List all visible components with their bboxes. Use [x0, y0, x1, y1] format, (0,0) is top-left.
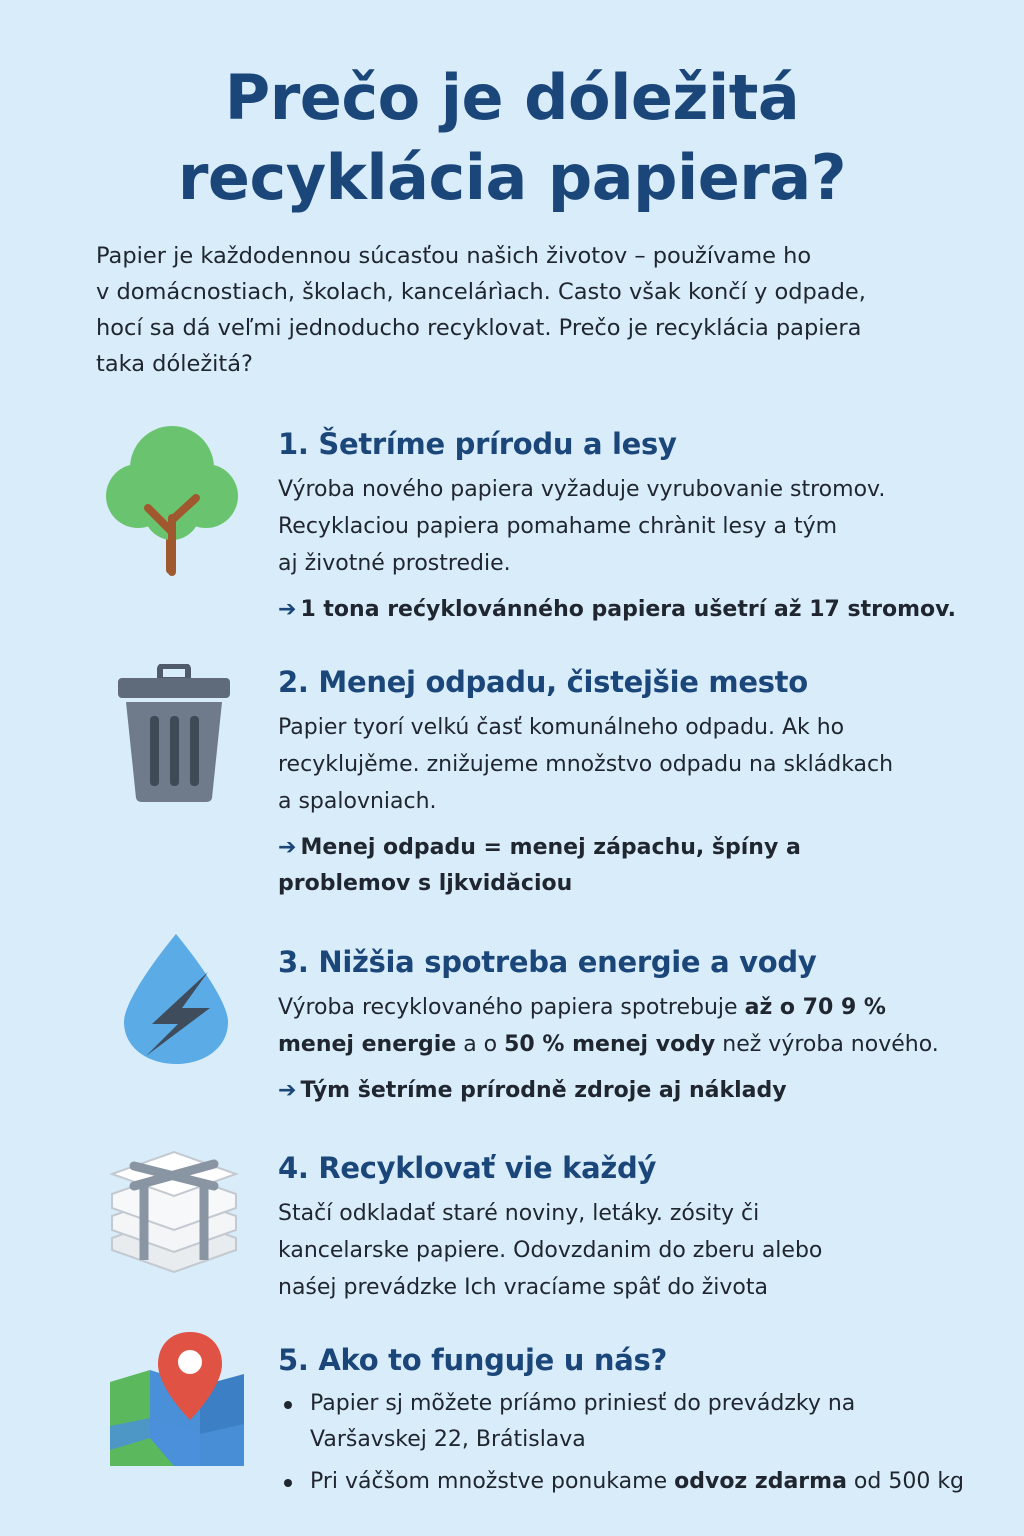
note-text: Tým šetríme prírodně zdroje aj náklady: [300, 1078, 787, 1103]
water-drop-lightning-icon: [118, 932, 234, 1066]
section-note: [278, 1073, 1008, 1109]
body-line: aj životné prostredie.: [278, 551, 511, 576]
intro-paragraph: [96, 238, 976, 382]
arrow-right-icon: ➔: [278, 597, 297, 622]
bullet-highlight: odvoz zdarma: [674, 1469, 847, 1494]
section-note: [278, 830, 1008, 902]
body-line: Stačí odkladať staré noviny, letáky. zósity či: [278, 1201, 760, 1226]
body-line: Výroba nového papiera vyžaduje vyrubovanie stromov.: [278, 477, 886, 502]
body-text: Výroba recyklovaného papiera spotrebuje: [278, 995, 738, 1020]
body-line: Papier tyorí velkú časť komunálneho odpadu. Ak ho: [278, 715, 845, 740]
section-heading: 4. Recyklovať vie každý: [278, 1151, 657, 1185]
paper-stack-icon: [104, 1146, 244, 1276]
bullet-text: Pri váčšom množstve ponukame: [310, 1469, 675, 1494]
body-highlight: 50 % menej vody: [504, 1032, 716, 1057]
section-how-it-works: [278, 1340, 1008, 1506]
section-save-nature: [278, 424, 1008, 628]
section-heading: 3. Nižšia spotreba energie a vody: [278, 945, 817, 979]
map-pin-icon: [104, 1330, 250, 1470]
bullet-text: od 500 kg: [846, 1469, 965, 1494]
tree-icon: [104, 420, 240, 580]
bullet-text: Papier sj mõžete príámo priniesť do prevádzky na: [310, 1391, 856, 1416]
note-text: 1 tona rećyklovánného papiera ušetrí až 17 stromov.: [300, 597, 957, 622]
section-energy-water: [278, 942, 1008, 1109]
bullet-list: [278, 1386, 1008, 1500]
body-line: Recyklaciou papiera pomahame chrànit lesy a tým: [278, 514, 838, 539]
section-anyone-can-recycle: [278, 1148, 1008, 1306]
list-item: [278, 1386, 1008, 1458]
note-text: problemov s ljkvidăciou: [278, 871, 573, 896]
intro-line: v domácnostiach, školach, kancelárìach. Casto však končí y odpade,: [96, 279, 866, 305]
intro-line: Papier je každodennou súcasťou našich životov – používame ho: [96, 243, 812, 269]
section-note: [278, 592, 1008, 628]
page-title: [0, 58, 1024, 218]
trash-can-icon: [116, 664, 232, 804]
intro-line: hocí sa dá veľmi jednoducho recyklovat. Prečo je recyklácia papiera: [96, 315, 862, 341]
note-text: Menej odpadu = menej zápachu, špíny a: [300, 835, 801, 860]
section-heading: 1. Šetríme prírodu a lesy: [278, 427, 677, 461]
section-heading: 2. Menej odpadu, čistejšie mesto: [278, 665, 808, 699]
body-highlight: menej energie: [278, 1032, 457, 1057]
body-text: než výroba nového.: [715, 1032, 939, 1057]
section-body: [278, 471, 1008, 582]
section-body: [278, 989, 1008, 1063]
list-item: [278, 1464, 1008, 1500]
section-body: [278, 1195, 1008, 1306]
arrow-right-icon: ➔: [278, 835, 297, 860]
title-line-2: recyklácia papiera?: [177, 141, 847, 214]
body-line: recyklujěme. znižujeme množstvo odpadu na skládkach: [278, 752, 894, 777]
title-line-1: Prečo je dóležitá: [224, 61, 800, 134]
body-highlight: až o 70 9 %: [744, 995, 886, 1020]
section-body: [278, 709, 1008, 820]
section-heading: 5. Ako to funguje u nás?: [278, 1343, 668, 1377]
bullet-text: Varšavskej 22, Brátislava: [310, 1427, 586, 1452]
body-line: naśej prevádzke Ich vracíame spâť do života: [278, 1275, 768, 1300]
arrow-right-icon: ➔: [278, 1078, 297, 1103]
body-line: a spalovniach.: [278, 789, 437, 814]
intro-line: taka dóležitá?: [96, 351, 253, 377]
body-text: a o: [456, 1032, 505, 1057]
section-less-waste: [278, 662, 1008, 902]
body-line: kancelarske papiere. Odovzdanim do zberu alebo: [278, 1238, 823, 1263]
